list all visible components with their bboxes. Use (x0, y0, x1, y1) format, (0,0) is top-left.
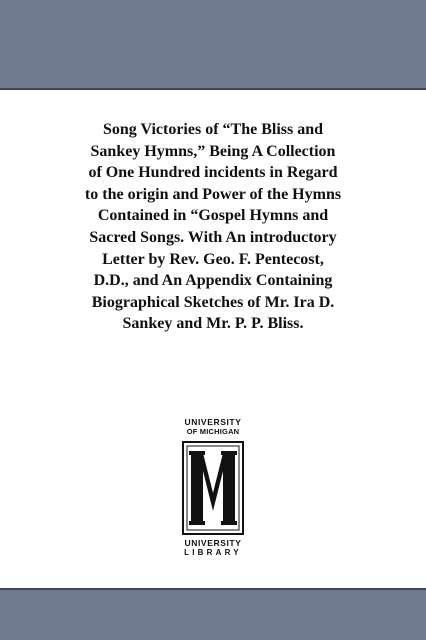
title-line: Letter by Rev. Geo. F. Pentecost, (102, 250, 324, 268)
library-logo (174, 417, 252, 569)
title-line: of One Hundred incidents in Regard (88, 164, 338, 182)
title-line: Sankey Hymns,” Being A Collection (90, 142, 336, 160)
title-line: Song Victories of “The Bliss and (102, 121, 324, 138)
university-seal-icon (182, 441, 244, 535)
logo-text-university-2: UNIVERSITY (184, 538, 242, 548)
logo-text-of-michigan: OF MICHIGAN (186, 427, 240, 436)
bottom-color-band (0, 588, 426, 640)
logo-text-university: UNIVERSITY (184, 417, 242, 427)
title-line: Sankey and Mr. P. P. Bliss. (122, 315, 304, 333)
title-line: D.D., and An Appendix Containing (93, 272, 333, 290)
top-color-band (0, 0, 426, 90)
book-title (14, 119, 412, 335)
title-line: to the origin and Power of the Hymns (84, 185, 342, 203)
logo-text-library: LIBRARY (184, 548, 242, 557)
title-line: Sacred Songs. With An introductory (89, 228, 337, 246)
title-line: Contained in “Gospel Hymns and (97, 207, 329, 225)
title-line: Biographical Sketches of Mr. Ira D. (91, 293, 335, 311)
